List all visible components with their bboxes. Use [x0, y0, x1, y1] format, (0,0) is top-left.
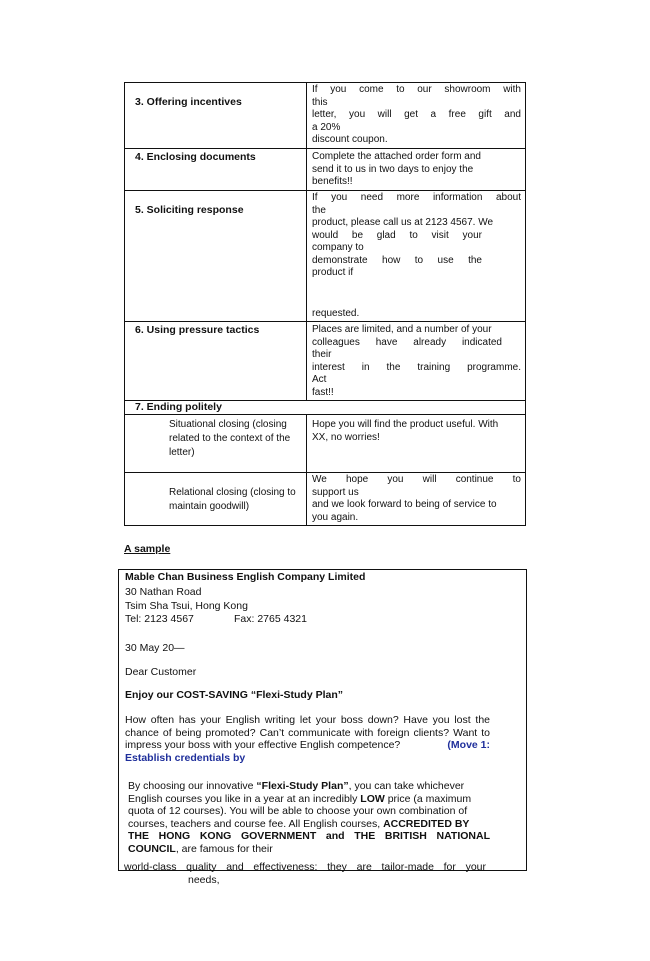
text-segment: courses, teachers and course fee. All English courses,	[128, 817, 384, 830]
move-annotation: (Move 1:	[447, 739, 490, 751]
text-line	[128, 843, 490, 856]
text-line: We hope you will continue to	[312, 474, 521, 485]
text-line: company to	[312, 242, 364, 253]
table-row	[125, 401, 525, 415]
text-segment: ACCREDITED BY	[383, 817, 470, 830]
letter-date: 30 May 20—	[125, 642, 185, 654]
table-row	[125, 149, 525, 191]
text-line: Places are limited, and a number of your	[312, 324, 492, 335]
text-segment: price (a maximum	[384, 792, 472, 805]
text-segment: LOW	[360, 792, 385, 805]
text-line	[128, 818, 490, 831]
text-line	[125, 739, 490, 752]
table-row	[125, 322, 525, 401]
text-line: Complete the attached order form and	[312, 151, 481, 162]
table-cell-content	[307, 322, 525, 400]
text-line: would be glad to visit your	[312, 229, 482, 241]
text-line: you again.	[312, 511, 359, 523]
text-line	[128, 780, 490, 793]
text-line: If you come to our showroom with	[312, 84, 521, 95]
text-line: quota of 12 courses). You will be able to choose your own combination of	[128, 805, 468, 817]
text-line: THE HONG KONG GOVERNMENT and THE BRITISH NATIONAL	[128, 830, 490, 842]
text-line: support us	[312, 486, 359, 498]
table-cell-label	[125, 415, 307, 472]
table-cell-label	[125, 473, 307, 526]
table-cell-label	[125, 191, 307, 321]
row-label: 4. Enclosing documents	[135, 151, 256, 163]
text-segment: By choosing our innovative	[128, 780, 257, 792]
move-annotation: Establish credentials by	[125, 751, 246, 764]
table-row	[125, 473, 525, 526]
cell-text	[312, 84, 521, 147]
text-line: If you need more information about	[312, 192, 521, 203]
cell-text	[312, 151, 521, 189]
table-cell-content	[307, 149, 525, 190]
salutation: Dear Customer	[125, 666, 197, 678]
text-line: a 20%	[312, 121, 341, 133]
strategies-table	[124, 82, 526, 526]
row-label: 3. Offering incentives	[135, 96, 242, 108]
text-line: this	[312, 96, 328, 108]
paragraph	[128, 780, 490, 855]
text-line	[128, 793, 490, 806]
text-line: benefits!!	[312, 176, 353, 187]
row-sublabel: Relational closing (closing to maintain goodwill)	[169, 487, 296, 512]
table-cell-content	[307, 83, 525, 148]
cell-text	[312, 192, 521, 280]
table-cell-content	[307, 415, 525, 472]
text-segment: impress your boss with your effective English competence?	[125, 739, 401, 751]
table-row	[125, 191, 525, 322]
text-segment: , are famous for their	[175, 842, 273, 855]
text-line: their	[312, 349, 332, 360]
letter-subject: Enjoy our COST-SAVING “Flexi-Study Plan”	[125, 689, 343, 701]
company-name: Mable Chan Business English Company Limited	[125, 571, 366, 583]
telephone: Tel: 2123 4567	[125, 613, 194, 625]
address-line: 30 Nathan Road	[125, 586, 202, 598]
cell-text	[312, 324, 521, 399]
table-cell-label	[125, 149, 307, 190]
text-line: fast!!	[312, 386, 334, 398]
text-line: requested.	[312, 308, 360, 319]
cell-text	[312, 474, 521, 524]
table-row	[125, 83, 525, 149]
section-heading: A sample	[124, 543, 171, 555]
text-line: interest in the training programme.	[312, 361, 521, 373]
text-line: chance of being promoted? Can’t communicate with foreign clients? Want to	[125, 726, 490, 739]
text-line: Hope you will find the product useful. With	[312, 419, 499, 430]
continued-text-line: needs,	[188, 874, 220, 886]
text-segment: , you can take whichever	[348, 780, 465, 792]
paragraph	[125, 714, 490, 764]
text-line: product if	[312, 267, 354, 278]
text-segment: “Flexi-Study Plan”	[256, 780, 349, 792]
cell-text	[312, 419, 521, 444]
table-cell-label	[125, 83, 307, 148]
cell-text	[312, 308, 521, 321]
text-line: letter, you will get a free gift and	[312, 109, 521, 120]
text-line: and we look forward to being of service to	[312, 499, 497, 510]
text-line: colleagues have already indicated	[312, 336, 502, 348]
text-segment: English courses you like in a year at an incredibly	[128, 792, 361, 805]
text-line: product, please call us at 2123 4567. We	[312, 217, 494, 228]
text-line: How often has your English writing let your boss down? Have you lost the	[125, 714, 490, 726]
row-label: 7. Ending politely	[135, 401, 222, 413]
table-row	[125, 415, 525, 473]
table-cell-label	[125, 322, 307, 400]
fax: Fax: 2765 4321	[234, 613, 307, 625]
table-cell-content	[307, 473, 525, 526]
text-line: Act	[312, 374, 327, 385]
text-line: XX, no worries!	[312, 431, 380, 443]
text-line: send it to us in two days to enjoy the	[312, 163, 474, 175]
text-line: discount coupon.	[312, 134, 388, 145]
table-cell-heading	[125, 401, 525, 414]
row-label: 5. Soliciting response	[135, 204, 244, 216]
text-line: demonstrate how to use the	[312, 254, 482, 266]
text-segment: COUNCIL	[128, 842, 176, 855]
continued-text-line: world-class quality and effectiveness: they are tailor-made for your	[124, 861, 486, 873]
table-cell-content	[307, 191, 525, 321]
address-line: Tsim Sha Tsui, Hong Kong	[125, 600, 248, 612]
row-label: 6. Using pressure tactics	[135, 324, 260, 336]
sample-letter-box	[118, 569, 527, 871]
row-sublabel: Situational closing (closing related to the context of the letter)	[169, 419, 291, 458]
text-line: the	[312, 204, 326, 216]
